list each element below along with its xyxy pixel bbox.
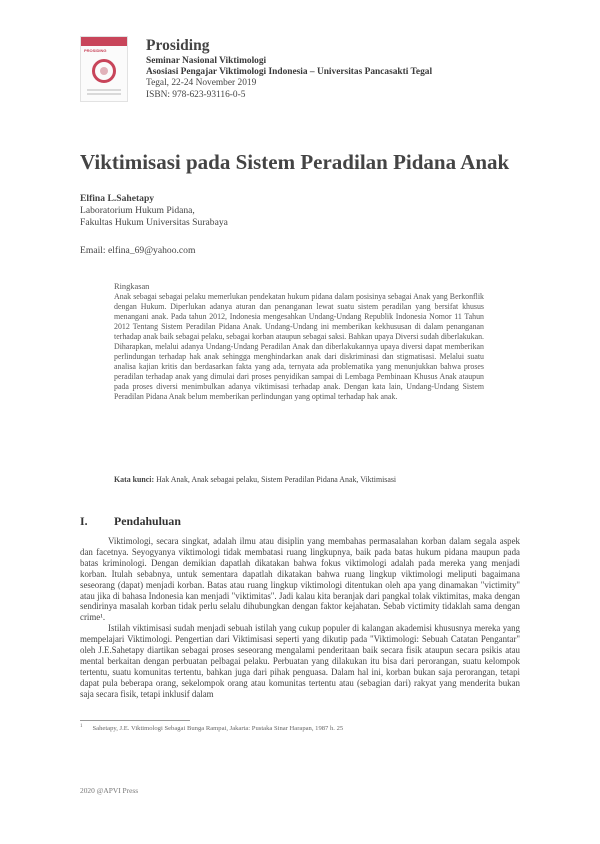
page-footer: 2020 @APVI Press bbox=[80, 786, 139, 795]
section-number: I. bbox=[80, 514, 88, 528]
cover-emblem-center bbox=[100, 67, 108, 75]
paragraph: Istilah viktimisasi sudah menjadi sebuah istilah yang cukup populer di kalangan akademisi khususnya mereka yang mempelajari Viktimologi. Pengertian dari Viktimisasi seperti yang dikutip pada "Viktimologi: Sebuah Catatan Pengantar" oleh J.E.Sahetapy diartikan sebagai proses seseorang mengalami penderitaan baik secara fisik ataupun secara psikis atau mental berkaitan dengan perbuatan pelbagai pelaku. Perbuatan yang dilakukan itu bisa dari perorangan, suatu kelompok tertentu, suatu komunitas tertentu, bahkan juga dari pihak penguasa. Dalam hal ini, korban bukan saja perorangan, tetapi dapat pula beberapa orang, sekelompok orang atau komunitas tertentu atau (sebagian dari) rakyat yang menderita bukan saja secara fisik, tetapi inklusif dalam bbox=[80, 623, 520, 699]
keywords-list: Hak Anak, Anak sebagai pelaku, Sistem Peradilan Pidana Anak, Viktimisasi bbox=[156, 475, 397, 484]
abstract-text: Anak sebagai sebagai pelaku memerlukan pendekatan hukum pidana dalam posisinya sebagai Anak yang Berkonflik dengan Hukum. Diperlukan adanya aturan dan penanganan lewat suatu sistem peradilan yang bersifat khusus menangani anak. Pada tahun 2012, Indonesia mengesahkan Undang-Undang Republik Indonesia Nomor 11 Tahun 2012 Tentang Sistem Peradilan Pidana Anak. Undang-Undang ini memberikan kekhususan di dalam penanganan terhadap anak baik sebagai pelaku, sebagai korban ataupun sebagai saksi. Bahkan upaya Diversi sudah diberlakukan. Diharapkan, melalui adanya Undang-Undang Peradilan Anak dan diberlakukannya upaya diversi dapat memberikan perlindungan terhadap hak anak sehingga menghindarkan anak dari diskriminasi dan stigmatisasi. Melalui suatu analisa kajian kritis dan berdasarkan fakta yang ada, ternyata ada problematika yang menunjukkan bahwa proses peradilan terhadap anak yang dimulai dari proses penyidikan sampai di Lembaga Pembinaan Khusus Anak ataupun pada proses diversi menimbulkan adanya viktimisasi terhadap anak. Dengan kata lain, Undang-Undang Sistem Peradilan Pidana Anak belum memberikan perlindungan yang optimal terhadap hak anak. bbox=[114, 292, 484, 401]
keywords-label: Kata kunci: bbox=[114, 475, 155, 484]
seminar-name: Seminar Nasional Viktimologi bbox=[146, 56, 267, 66]
paper-title: Viktimisasi pada Sistem Peradilan Pidana Anak bbox=[80, 150, 510, 174]
section-body bbox=[80, 536, 520, 700]
abstract-heading: Ringkasan bbox=[114, 282, 150, 291]
footnote-divider bbox=[80, 720, 190, 721]
footnote-text: Sahetapy, J.E. Viktimologi Sebagai Bunga Rampai, Jakarta: Pustaka Sinar Harapan, 1987 h. 25 bbox=[92, 725, 344, 733]
proceedings-header bbox=[146, 37, 526, 101]
affiliation-line-1: Laboratorium Hukum Pidana, bbox=[80, 205, 195, 216]
proceedings-cover-thumbnail bbox=[80, 36, 128, 102]
cover-band bbox=[81, 37, 127, 46]
keywords bbox=[114, 475, 514, 484]
cover-text-lines bbox=[87, 89, 121, 91]
footnote bbox=[80, 724, 343, 732]
proceedings-title: Prosiding bbox=[146, 37, 210, 54]
author-name: Elfina L.Sahetapy bbox=[80, 193, 155, 204]
abstract bbox=[114, 282, 484, 402]
section-title: Pendahuluan bbox=[114, 514, 181, 528]
event-date: Tegal, 22-24 November 2019 bbox=[146, 78, 257, 89]
cover-label: PROSIDING bbox=[84, 48, 107, 53]
affiliation-line-2: Fakultas Hukum Universitas Surabaya bbox=[80, 217, 228, 228]
author-block bbox=[80, 193, 228, 229]
organizer: Asosiasi Pengajar Viktimologi Indonesia – Universitas Pancasakti Tegal bbox=[146, 67, 433, 78]
isbn: ISBN: 978-623-93116-0-5 bbox=[146, 89, 246, 100]
footnote-mark: 1 bbox=[80, 724, 83, 729]
author-email: Email: elfina_69@yahoo.com bbox=[80, 245, 196, 256]
paragraph: Viktimologi, secara singkat, adalah ilmu atau disiplin yang membahas permasalahan korban dalam segala aspek dan facetnya. Seyogyanya viktimologi tidak membatasi ruang lingkupnya, baik pada batas hukum pidana maupun pada batas kriminologi. Dengan demikian dapatlah dikatakan bahwa fokus viktimologi adalah pada mereka yang menjadi korban. Itulah sebabnya, untuk sementara dapatlah dikatakan bahwa ruang lingkup viktimologi meliputi bagaimana seseorang (dapat) menjadi korban. Batas atau ruang lingkup viktimologi ditentukan oleh apa yang dinamakan "victimity" atau jika di bahasa Indonesia kan menjadi "viktimitas". Jadi kalau kita beranjak dari pangkal tolak viktimitas, maka dengan sendirinya masalah korban tidak perlu selalu dihubungkan dengan faktor kejahatan. Sebab victimity tidaklah sama dengan crime¹. bbox=[80, 536, 520, 623]
section-heading bbox=[80, 514, 181, 529]
